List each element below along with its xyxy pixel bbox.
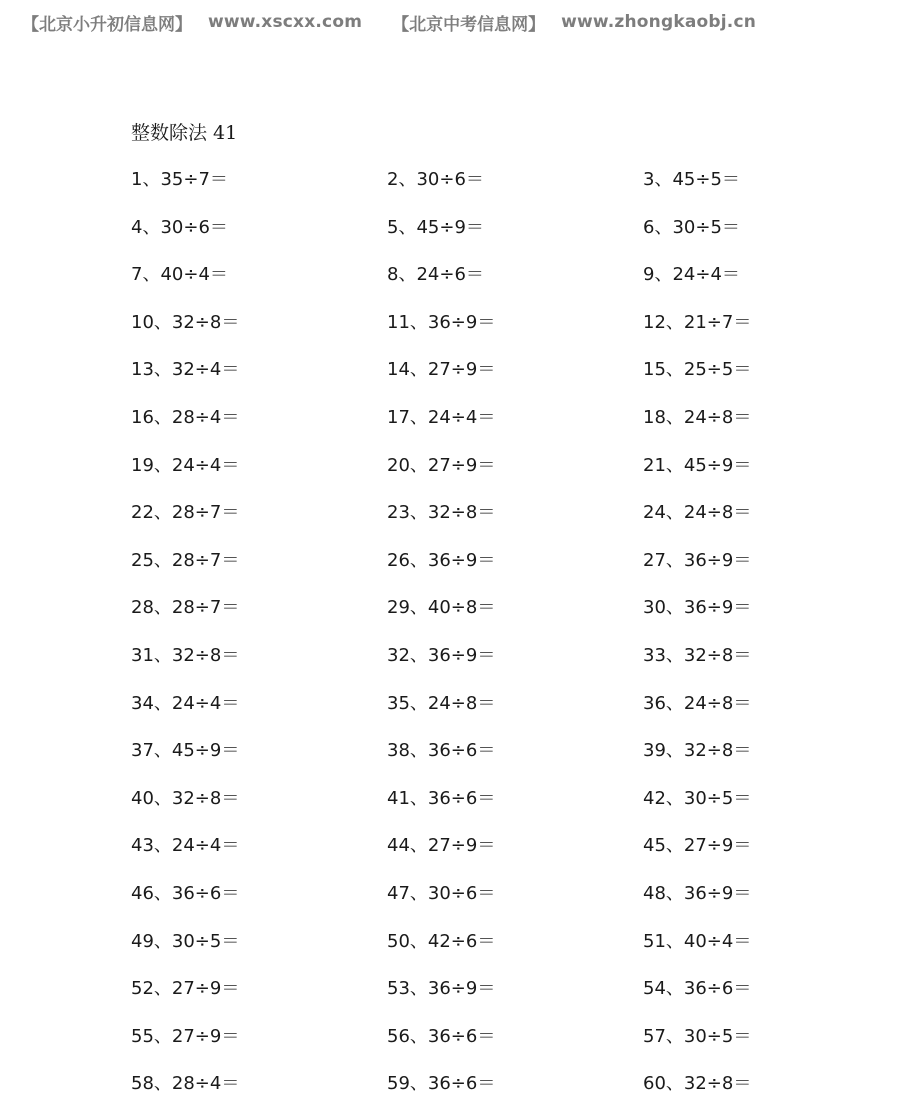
division-problem: 4、30÷6＝ <box>131 216 228 238</box>
division-problem: 52、27÷9＝ <box>131 978 240 1000</box>
division-problem: 44、27÷9＝ <box>387 835 496 857</box>
division-problem: 50、42÷6＝ <box>387 930 496 952</box>
division-problem: 5、45÷9＝ <box>387 216 484 238</box>
division-problem: 39、32÷8＝ <box>643 740 752 762</box>
problem-row <box>131 263 851 311</box>
problem-row <box>131 168 851 216</box>
problem-row <box>131 834 851 882</box>
division-problem: 15、25÷5＝ <box>643 359 752 381</box>
division-problem: 59、36÷6＝ <box>387 1073 496 1095</box>
division-problem: 35、24÷8＝ <box>387 692 496 714</box>
division-problem: 7、40÷4＝ <box>131 264 228 286</box>
problem-row <box>131 644 851 692</box>
worksheet-title: 整数除法 41 <box>131 122 238 144</box>
problem-row <box>131 454 851 502</box>
problem-grid <box>131 168 851 1120</box>
division-problem: 20、27÷9＝ <box>387 454 496 476</box>
site2-url[interactable]: www.zhongkaobj.cn <box>561 12 757 32</box>
division-problem: 55、27÷9＝ <box>131 1025 240 1047</box>
division-problem: 46、36÷6＝ <box>131 882 240 904</box>
problem-row <box>131 692 851 740</box>
division-problem: 42、30÷5＝ <box>643 787 752 809</box>
problem-row <box>131 501 851 549</box>
problem-row <box>131 406 851 454</box>
division-problem: 53、36÷9＝ <box>387 978 496 1000</box>
division-problem: 33、32÷8＝ <box>643 644 752 666</box>
problem-row <box>131 930 851 978</box>
division-problem: 19、24÷4＝ <box>131 454 240 476</box>
problem-row <box>131 549 851 597</box>
division-problem: 16、28÷4＝ <box>131 406 240 428</box>
division-problem: 24、24÷8＝ <box>643 502 752 524</box>
division-problem: 9、24÷4＝ <box>643 264 740 286</box>
division-problem: 1、35÷7＝ <box>131 169 228 190</box>
division-problem: 60、32÷8＝ <box>643 1073 752 1095</box>
division-problem: 30、36÷9＝ <box>643 597 752 619</box>
division-problem: 37、45÷9＝ <box>131 740 240 762</box>
division-problem: 3、45÷5＝ <box>643 169 740 190</box>
division-problem: 36、24÷8＝ <box>643 692 752 714</box>
problem-row <box>131 596 851 644</box>
division-problem: 6、30÷5＝ <box>643 216 740 238</box>
division-problem: 48、36÷9＝ <box>643 882 752 904</box>
problem-row <box>131 358 851 406</box>
problem-row <box>131 311 851 359</box>
division-problem: 11、36÷9＝ <box>387 311 496 333</box>
division-problem: 54、36÷6＝ <box>643 978 752 1000</box>
division-problem: 28、28÷7＝ <box>131 597 240 619</box>
division-problem: 12、21÷7＝ <box>643 311 752 333</box>
division-problem: 23、32÷8＝ <box>387 502 496 524</box>
site1-url[interactable]: www.xscxx.com <box>208 12 363 32</box>
division-problem: 49、30÷5＝ <box>131 930 240 952</box>
division-problem: 13、32÷4＝ <box>131 359 240 381</box>
division-problem: 40、32÷8＝ <box>131 787 240 809</box>
division-problem: 21、45÷9＝ <box>643 454 752 476</box>
division-problem: 27、36÷9＝ <box>643 549 752 571</box>
problem-row <box>131 1072 851 1120</box>
problem-row <box>131 977 851 1025</box>
division-problem: 17、24÷4＝ <box>387 406 496 428</box>
problem-row <box>131 787 851 835</box>
division-problem: 25、28÷7＝ <box>131 549 240 571</box>
division-problem: 43、24÷4＝ <box>131 835 240 857</box>
problem-row <box>131 739 851 787</box>
division-problem: 2、30÷6＝ <box>387 169 484 190</box>
site2-name: 【北京中考信息网】 <box>392 14 546 35</box>
division-problem: 8、24÷6＝ <box>387 264 484 286</box>
division-problem: 41、36÷6＝ <box>387 787 496 809</box>
division-problem: 18、24÷8＝ <box>643 406 752 428</box>
division-problem: 32、36÷9＝ <box>387 644 496 666</box>
division-problem: 26、36÷9＝ <box>387 549 496 571</box>
division-problem: 57、30÷5＝ <box>643 1025 752 1047</box>
division-problem: 51、40÷4＝ <box>643 930 752 952</box>
division-problem: 47、30÷6＝ <box>387 882 496 904</box>
page-header <box>22 10 756 34</box>
division-problem: 56、36÷6＝ <box>387 1025 496 1047</box>
problem-row <box>131 882 851 930</box>
division-problem: 29、40÷8＝ <box>387 597 496 619</box>
division-problem: 14、27÷9＝ <box>387 359 496 381</box>
division-problem: 10、32÷8＝ <box>131 311 240 333</box>
problem-row <box>131 216 851 264</box>
problem-row <box>131 1025 851 1073</box>
division-problem: 58、28÷4＝ <box>131 1073 240 1095</box>
site1-name: 【北京小升初信息网】 <box>22 14 192 35</box>
division-problem: 38、36÷6＝ <box>387 740 496 762</box>
division-problem: 45、27÷9＝ <box>643 835 752 857</box>
division-problem: 34、24÷4＝ <box>131 692 240 714</box>
division-problem: 22、28÷7＝ <box>131 502 240 524</box>
division-problem: 31、32÷8＝ <box>131 644 240 666</box>
